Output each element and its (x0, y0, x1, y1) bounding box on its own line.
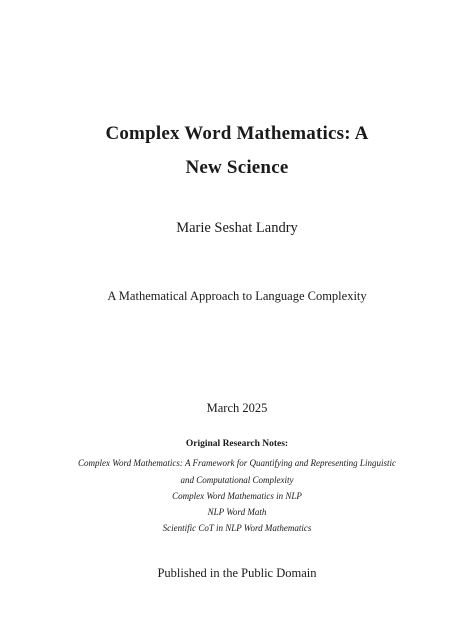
publication-status: Published in the Public Domain (157, 566, 317, 580)
research-note-line: and Computational Complexity (180, 475, 294, 485)
title-line-1: Complex Word Mathematics: A (105, 123, 369, 144)
author-name: Marie Seshat Landry (176, 220, 298, 236)
publication-date: March 2025 (206, 401, 268, 415)
research-note-line: Complex Word Mathematics: A Framework for Quantifying and Representing Linguistic (78, 458, 396, 468)
research-note-line: Complex Word Mathematics in NLP (172, 491, 302, 501)
subtitle: A Mathematical Approach to Language Complexity (107, 289, 367, 303)
research-notes-heading: Original Research Notes: (185, 439, 289, 449)
title-line-2: New Science (185, 157, 289, 178)
research-note-line: NLP Word Math (207, 507, 267, 517)
research-note-line: Scientific CoT in NLP Word Mathematics (162, 523, 312, 533)
